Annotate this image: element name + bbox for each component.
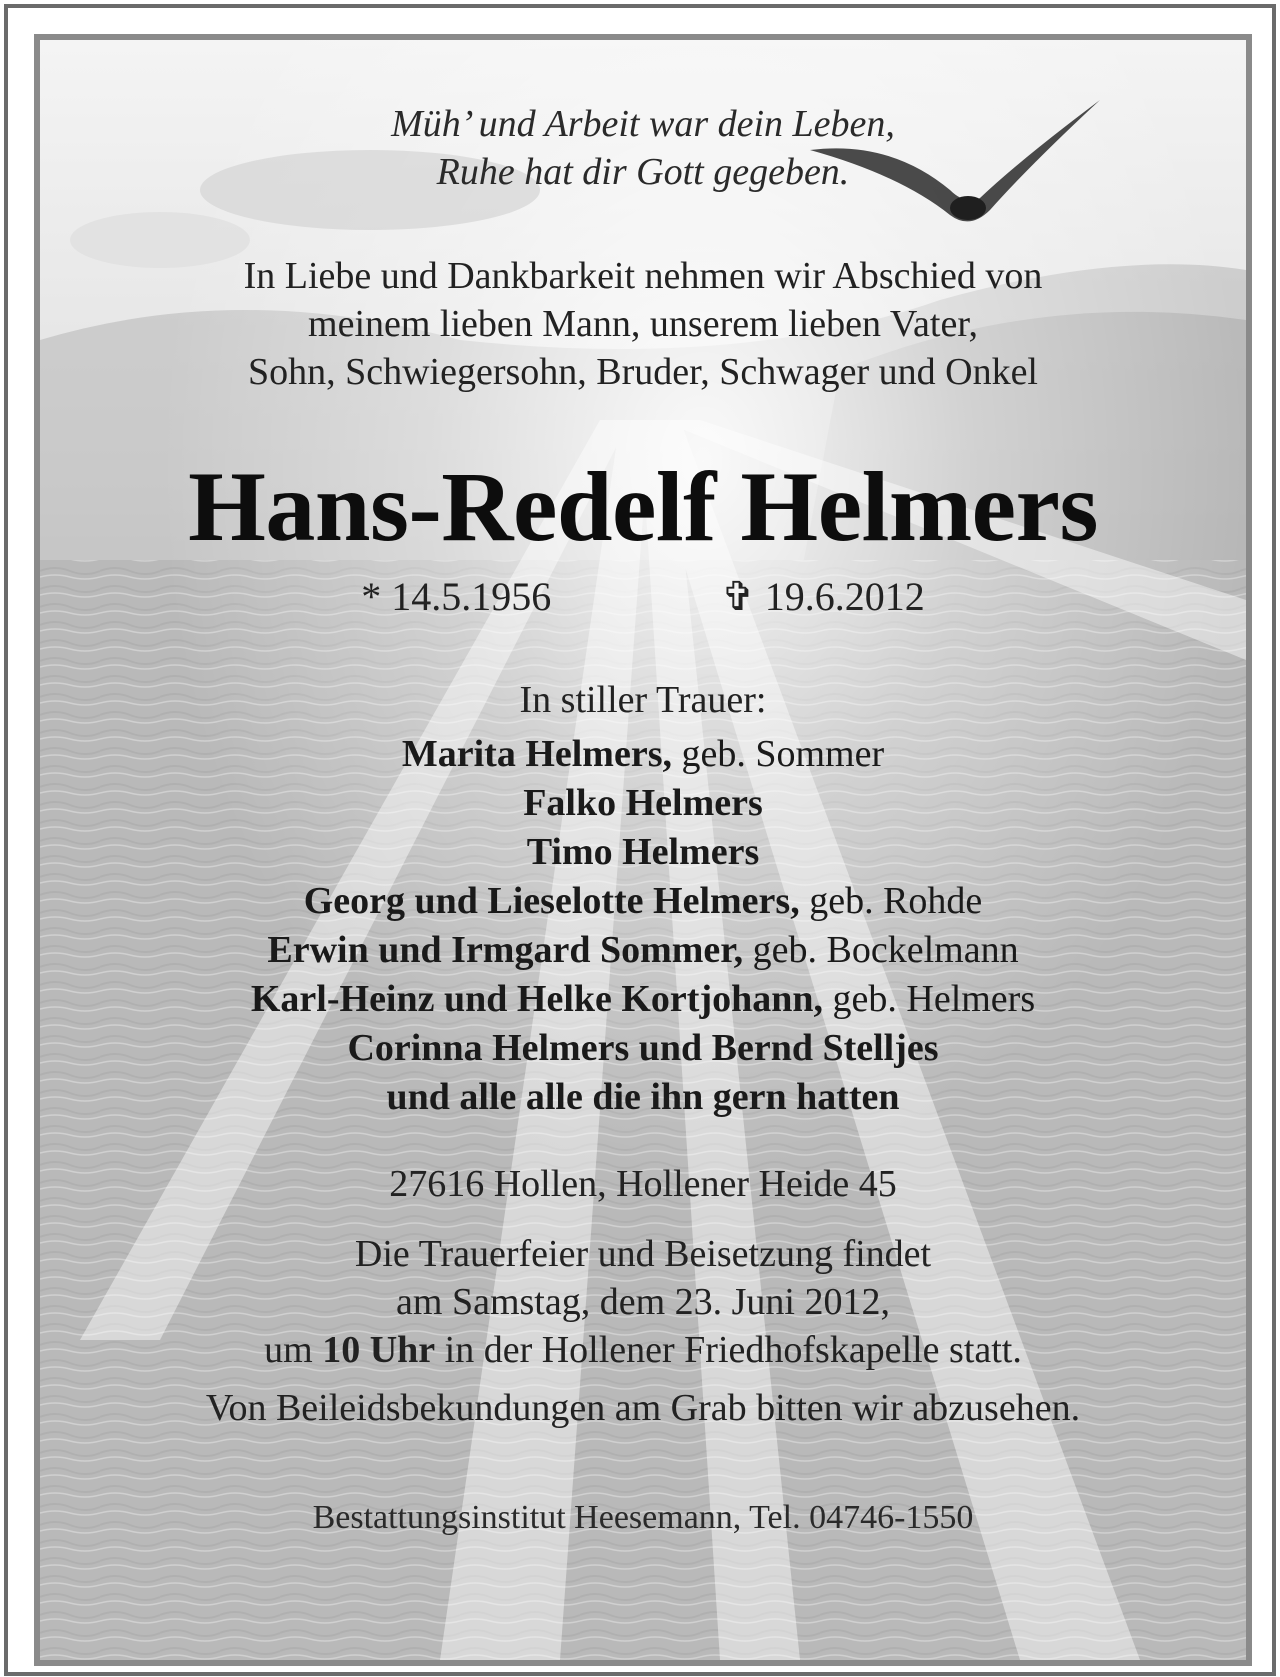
- motto-line-2: Ruhe hat dir Gott gegeben.: [436, 151, 850, 193]
- mourner-name: Karl-Heinz und Helke Kortjohann,: [250, 978, 824, 1020]
- ceremony-text: um: [264, 1329, 313, 1371]
- mourner-name: Corinna Helmers und Bernd Stelljes: [347, 1027, 939, 1069]
- undertaker-contact: Bestattungsinstitut Heesemann, Tel. 04746-1550: [312, 1499, 974, 1536]
- mourner-suffix: geb. Rohde: [809, 880, 983, 922]
- condolence-note: Von Beileidsbekundungen am Grab bitten wir abzusehen.: [205, 1387, 1081, 1429]
- deceased-name: Hans-Redelf Helmers: [188, 451, 1098, 562]
- mourner-name: und alle alle die ihn gern hatten: [386, 1076, 900, 1118]
- mourner-line: [40, 1024, 1246, 1073]
- death-cross-icon: ✞: [721, 574, 755, 619]
- intro-line-1: In Liebe und Dankbarkeit nehmen wir Abschied von: [243, 255, 1043, 297]
- mourner-line: [40, 975, 1246, 1024]
- mourner-name: Falko Helmers: [523, 782, 763, 824]
- mourner-line: [40, 779, 1246, 828]
- intro-line-3: Sohn, Schwiegersohn, Bruder, Schwager und Onkel: [247, 351, 1038, 393]
- obituary-panel: [34, 34, 1252, 1666]
- ceremony-time: 10 Uhr: [322, 1329, 436, 1371]
- birth-symbol: *: [361, 574, 382, 619]
- mourner-suffix: geb. Sommer: [681, 733, 885, 775]
- death-date: 19.6.2012: [764, 574, 925, 619]
- mourner-line: [40, 926, 1246, 975]
- address: 27616 Hollen, Hollener Heide 45: [389, 1163, 897, 1205]
- birth-date: 14.5.1956: [391, 574, 552, 619]
- mourners-heading: In stiller Trauer:: [519, 679, 767, 721]
- mourner-line: [40, 828, 1246, 877]
- ceremony-line-1: Die Trauerfeier und Beisetzung findet: [354, 1233, 932, 1275]
- mourner-name: Erwin und Irmgard Sommer,: [267, 929, 744, 971]
- mourner-name: Georg und Lieselotte Helmers,: [303, 880, 800, 922]
- ceremony-line-2: am Samstag, dem 23. Juni 2012,: [396, 1281, 890, 1323]
- mourner-name: Marita Helmers,: [401, 733, 672, 775]
- motto-line-1: Müh’ und Arbeit war dein Leben,: [391, 103, 895, 145]
- life-dates: [40, 572, 1246, 622]
- mourner-suffix: geb. Bockelmann: [752, 929, 1019, 971]
- mourner-line: [40, 1073, 1246, 1122]
- mourner-line: [40, 877, 1246, 926]
- intro-line-2: meinem lieben Mann, unserem lieben Vater,: [308, 303, 978, 345]
- mourner-name: Timo Helmers: [526, 831, 760, 873]
- mourner-line: [40, 730, 1246, 779]
- obituary-content: [40, 40, 1246, 1660]
- ceremony-text: in der Hollener Friedhofskapelle statt.: [444, 1329, 1022, 1371]
- outer-frame: [4, 4, 1276, 1676]
- mourner-suffix: geb. Helmers: [832, 978, 1036, 1020]
- ceremony-line-3: [40, 1326, 1246, 1374]
